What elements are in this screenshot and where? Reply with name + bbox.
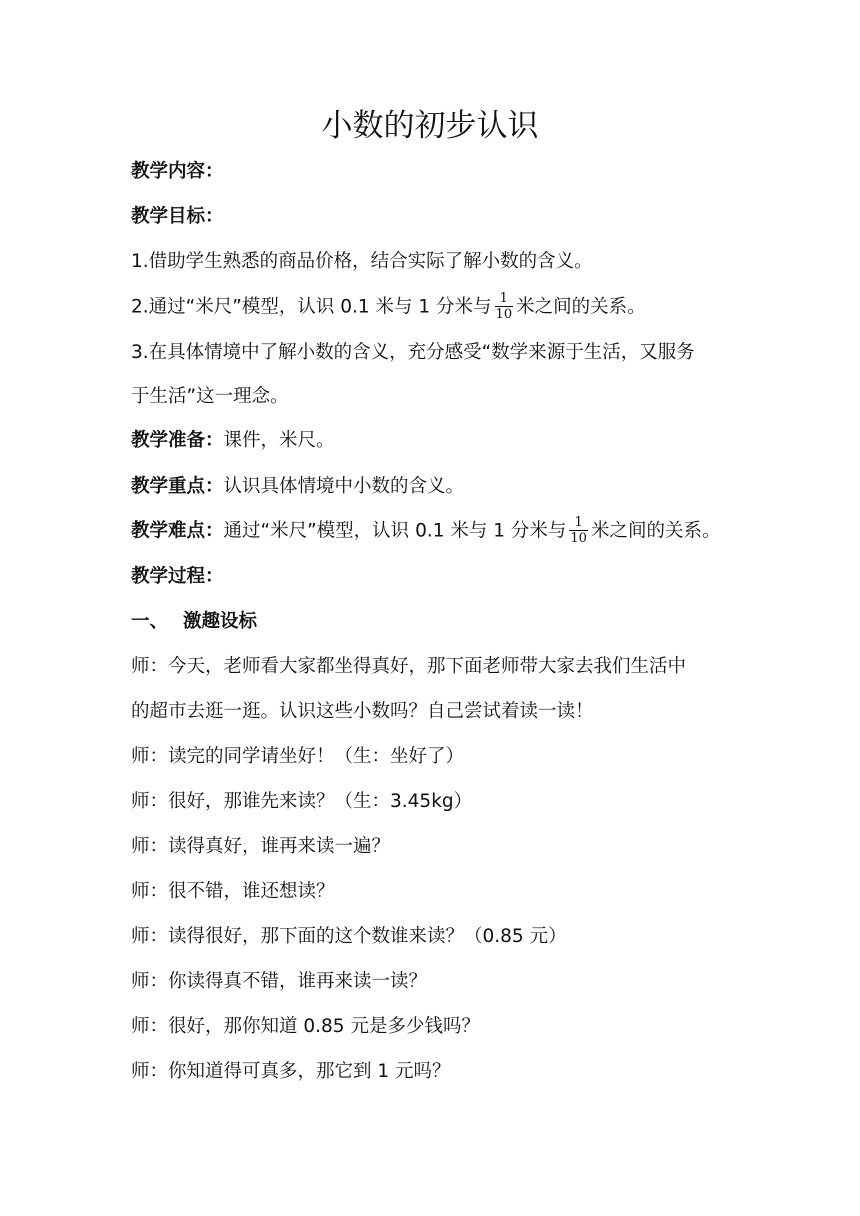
fraction-denominator: 10 [570, 531, 587, 546]
dialogue-line: 师：很不错，谁还想读？ [131, 881, 335, 902]
objective-2 [131, 292, 741, 323]
dialogue-line: 师：很好，那你知道 0.85 元是多少钱吗？ [131, 1016, 480, 1037]
key-point-text: 认识具体情境中小数的含义。 [223, 476, 465, 497]
fraction-denominator: 10 [495, 307, 513, 322]
document-title: 小数的初步认识 [321, 108, 539, 144]
section-heading-1 [131, 607, 741, 637]
fraction-one-tenth [495, 291, 514, 322]
teaching-process-label: 教学过程： [131, 566, 224, 587]
dialogue-line: 师：很好，那谁先来读？（生：3.45kg） [131, 791, 473, 812]
objective-2-text-after: 米之间的关系。 [516, 296, 646, 318]
paragraph-line: 师：今天，老师看大家都坐得真好，那下面老师带大家去我们生活中 [131, 656, 687, 677]
objective-1: 1.借助学生熟悉的商品价格，结合实际了解小数的含义。 [131, 251, 593, 272]
fraction-numerator: 1 [569, 515, 588, 531]
preparation-label: 教学准备： [131, 430, 224, 451]
difficulty-text-before: 通过“米尺”模型，认识 0.1 米与 1 分米与 [223, 520, 567, 542]
dialogue-line: 师：你读得真不错，谁再来读一读？ [131, 971, 428, 992]
preparation-text: 课件，米尺。 [223, 430, 335, 451]
dialogue-line: 师：读得真好，谁再来读一遍？ [131, 836, 391, 857]
dialogue-line: 师：你知道得可真多，那它到 1 元吗？ [131, 1061, 451, 1082]
teaching-difficulty [131, 516, 741, 547]
difficulty-label: 教学难点： [131, 520, 224, 542]
section-title: 激趣设标 [183, 611, 258, 632]
teaching-content-label: 教学内容： [131, 161, 224, 182]
dialogue-line: 师：读完的同学请坐好！（生：坐好了） [131, 746, 465, 767]
section-number: 一、 [131, 611, 169, 632]
key-point-label: 教学重点： [131, 476, 224, 497]
difficulty-text-after: 米之间的关系。 [590, 520, 721, 542]
objective-3-line-1: 3.在具体情境中了解小数的含义，充分感受“数学来源于生活，又服务 [131, 342, 695, 363]
fraction-numerator: 1 [495, 291, 514, 307]
teaching-objectives-label: 教学目标： [131, 206, 224, 227]
fraction-one-tenth [569, 515, 588, 546]
objective-2-text-before: 2.通过“米尺”模型，认识 0.1 米与 1 分米与 [131, 296, 492, 318]
teaching-preparation [131, 426, 741, 456]
dialogue-line: 师：读得很好，那下面的这个数谁来读？（0.85 元） [131, 926, 567, 947]
paragraph-line: 的超市去逛一逛。认识这些小数吗？自己尝试着读一读！ [131, 701, 594, 722]
teaching-key-point [131, 472, 741, 502]
objective-3-line-2: 于生活”这一理念。 [131, 386, 289, 407]
